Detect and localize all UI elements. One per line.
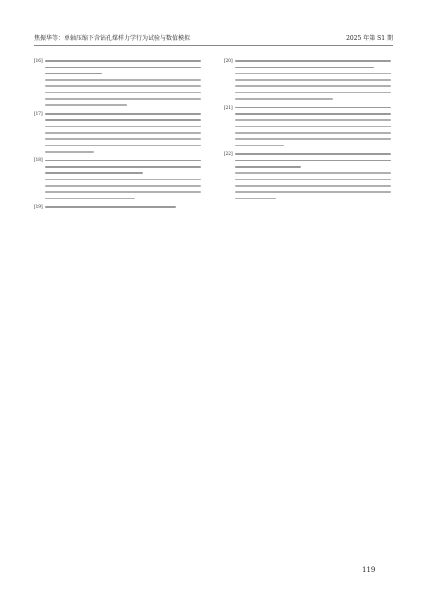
reference-item xyxy=(34,204,209,210)
reference-number: [18] xyxy=(34,157,43,163)
journal-issue: 2025 年第 S1 期 xyxy=(346,35,393,42)
reference-text-line xyxy=(45,195,209,201)
reference-item xyxy=(224,58,399,102)
reference-number: [20] xyxy=(224,58,233,63)
reference-text-line xyxy=(45,102,209,108)
reference-text-line xyxy=(45,149,209,155)
running-header xyxy=(34,33,393,46)
reference-item xyxy=(224,151,399,201)
reference-number: [19] xyxy=(34,204,43,210)
journal-running-title: 焦振华等：单轴压缩下含钻孔煤样力学行为试验与数值模拟 xyxy=(34,35,191,42)
reference-number: [22] xyxy=(224,151,233,157)
reference-column-left xyxy=(34,58,209,213)
reference-number: [16] xyxy=(34,58,43,63)
reference-text-line xyxy=(235,96,399,102)
reference-item xyxy=(34,111,209,155)
reference-text-line xyxy=(235,195,399,201)
reference-item xyxy=(34,58,209,108)
reference-text-line xyxy=(235,142,399,148)
reference-number: [17] xyxy=(34,110,43,116)
reference-number: [21] xyxy=(224,104,233,110)
page-number: 119 xyxy=(362,566,376,574)
reference-item xyxy=(224,105,399,149)
reference-item xyxy=(34,157,209,201)
reference-column-right xyxy=(224,58,399,204)
reference-text-line xyxy=(45,204,209,210)
